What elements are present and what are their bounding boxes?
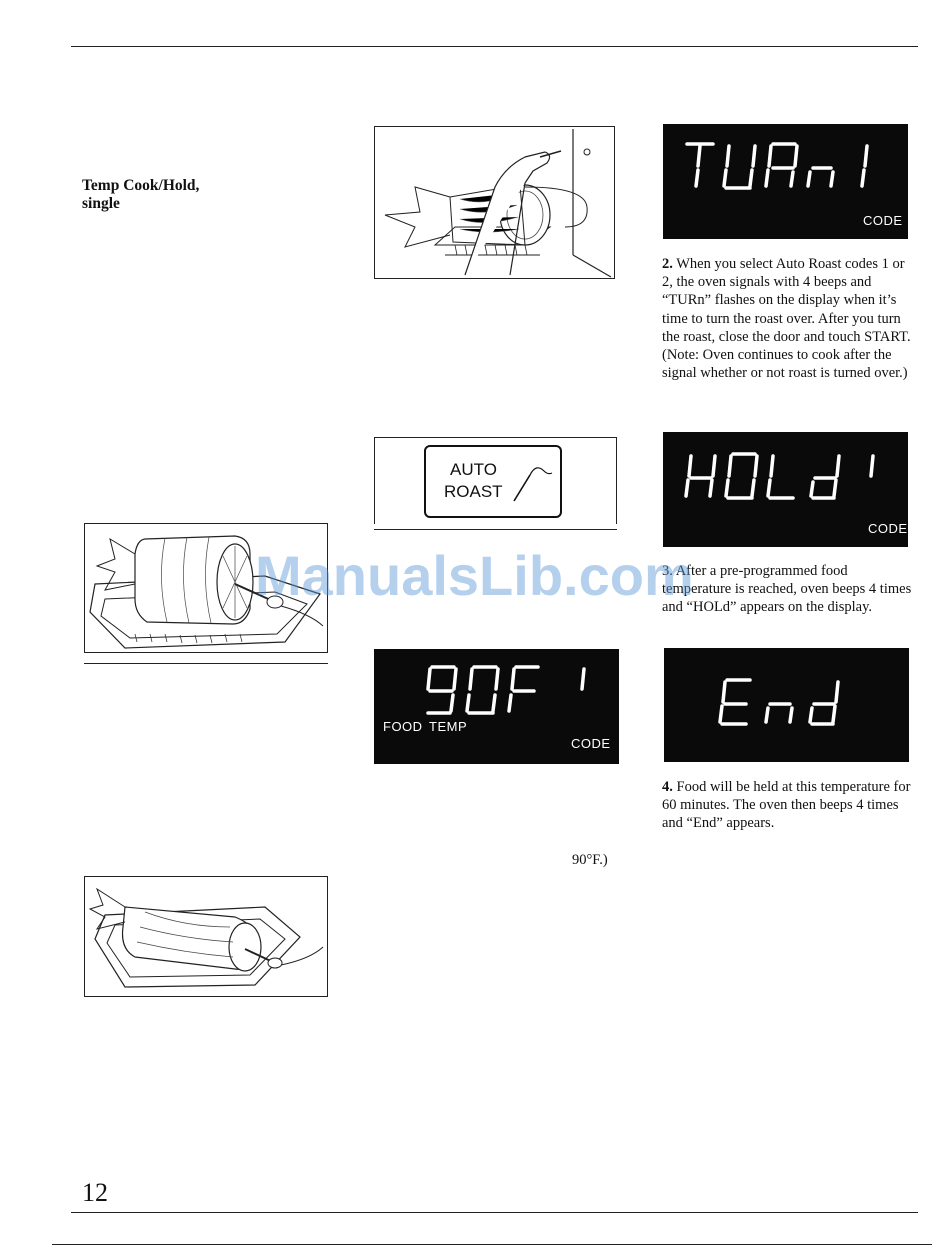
section-heading-line-2: single xyxy=(82,195,120,212)
display-hold-code-label: CODE xyxy=(868,521,908,536)
display-end-segments xyxy=(664,648,909,762)
roast-on-rack-illustration xyxy=(84,523,328,653)
probe-icon xyxy=(506,457,556,507)
bottom-rule xyxy=(71,1212,918,1213)
display-turn xyxy=(663,124,908,239)
step-4-body: Food will be held at this temperature for 60 minutes. The oven then beeps 4 times and “End” appears. xyxy=(662,779,911,832)
section-heading-line-1: Temp Cook/Hold, xyxy=(82,177,200,194)
step-3-text xyxy=(662,562,914,617)
display-turn-code-label: CODE xyxy=(863,213,903,228)
display-food-label: FOOD xyxy=(383,719,423,734)
step-4-number: 4. xyxy=(662,779,673,795)
step-2-number: 2. xyxy=(662,256,673,272)
auto-roast-label-line-2: ROAST xyxy=(444,482,503,501)
footer-rule xyxy=(52,1244,932,1245)
section-heading xyxy=(82,177,282,213)
step-2-text xyxy=(662,255,914,382)
temperature-fragment: 90°F.) xyxy=(572,852,608,868)
page-number: 12 xyxy=(82,1178,108,1207)
display-temp-label: TEMP xyxy=(429,719,468,734)
step-3-body: 3. After a pre-programmed food temperature is reached, oven beeps 4 times and “HOLd” appears on the display. xyxy=(662,563,912,616)
display-hold xyxy=(663,432,908,547)
auto-roast-label-line-1: AUTO xyxy=(450,460,497,479)
left-column-rule xyxy=(84,663,328,664)
top-rule xyxy=(71,46,918,47)
display-food-temp xyxy=(374,649,619,764)
probe-insertion-illustration xyxy=(374,126,615,279)
roast-in-dish-illustration xyxy=(84,876,328,997)
step-2-body: When you select Auto Roast codes 1 or 2, the oven signals with 4 beeps and “TURn” flashes on the display when it’s time to turn the roast over. After you turn the roast, close the door and touch START. (Note: Oven continues to cook after the signal whether or not roast is turned over.) xyxy=(662,256,911,382)
step-4-text xyxy=(662,778,914,833)
auto-roast-button[interactable] xyxy=(424,445,562,518)
watermark: ManualsLib.com xyxy=(255,544,694,607)
display-food-temp-code-label: CODE xyxy=(571,736,611,751)
display-end xyxy=(664,648,909,762)
